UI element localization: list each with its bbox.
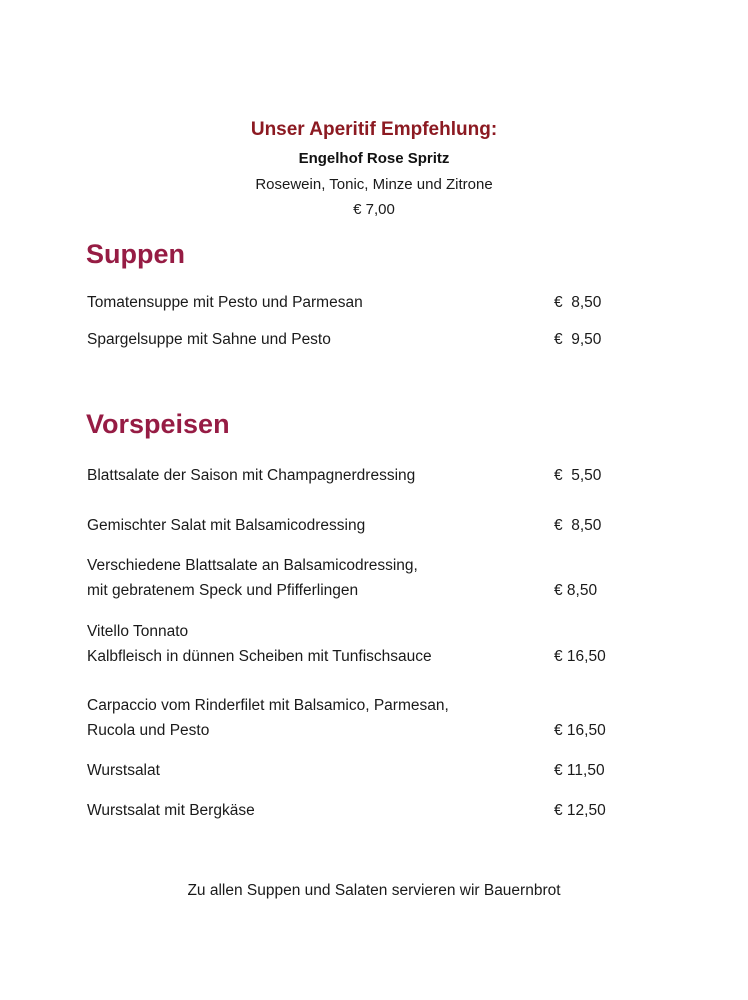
menu-item-name: Gemischter Salat mit Balsamicodressing	[87, 517, 366, 534]
menu-item-price: € 8,50	[554, 517, 602, 534]
menu-item-price: € 8,50	[554, 294, 602, 311]
menu-item-price: € 5,50	[554, 467, 602, 484]
menu-item-name: Wurstsalat mit Bergkäse	[87, 802, 255, 819]
menu-item-price: € 9,50	[554, 331, 602, 348]
section-title-vorspeisen: Vorspeisen	[86, 409, 230, 439]
menu-item-name: Spargelsuppe mit Sahne und Pesto	[87, 331, 331, 348]
menu-item-price: € 11,50	[554, 762, 605, 779]
menu-item-description: Kalbfleisch in dünnen Scheiben mit Tunfischsauce	[87, 648, 432, 665]
aperitif-price: € 7,00	[353, 201, 395, 218]
menu-item-price: € 16,50	[554, 648, 606, 665]
footer-note: Zu allen Suppen und Salaten servieren wir Bauernbrot	[187, 882, 561, 899]
menu-item-name: Blattsalate der Saison mit Champagnerdressing	[87, 467, 416, 484]
menu-item-price: € 16,50	[554, 722, 606, 739]
menu-item-price: € 8,50	[554, 582, 598, 599]
menu-item-name: Verschiedene Blattsalate an Balsamicodressing,	[87, 557, 418, 574]
menu-item-name: Carpaccio vom Rinderfilet mit Balsamico, Parmesan,	[87, 697, 449, 714]
menu-item-name: Vitello Tonnato	[87, 623, 189, 640]
aperitif-heading: Unser Aperitif Empfehlung:	[250, 119, 498, 140]
aperitif-description: Rosewein, Tonic, Minze und Zitrone	[255, 176, 493, 193]
section-title-suppen: Suppen	[86, 239, 185, 269]
menu-item-description: Rucola und Pesto	[87, 722, 210, 739]
menu-item-name: Tomatensuppe mit Pesto und Parmesan	[87, 294, 363, 311]
menu-item-price: € 12,50	[554, 802, 606, 819]
menu-item-name: Wurstsalat	[87, 762, 160, 779]
aperitif-drink-name: Engelhof Rose Spritz	[298, 150, 450, 167]
menu-item-description: mit gebratenem Speck und Pfifferlingen	[87, 582, 359, 599]
